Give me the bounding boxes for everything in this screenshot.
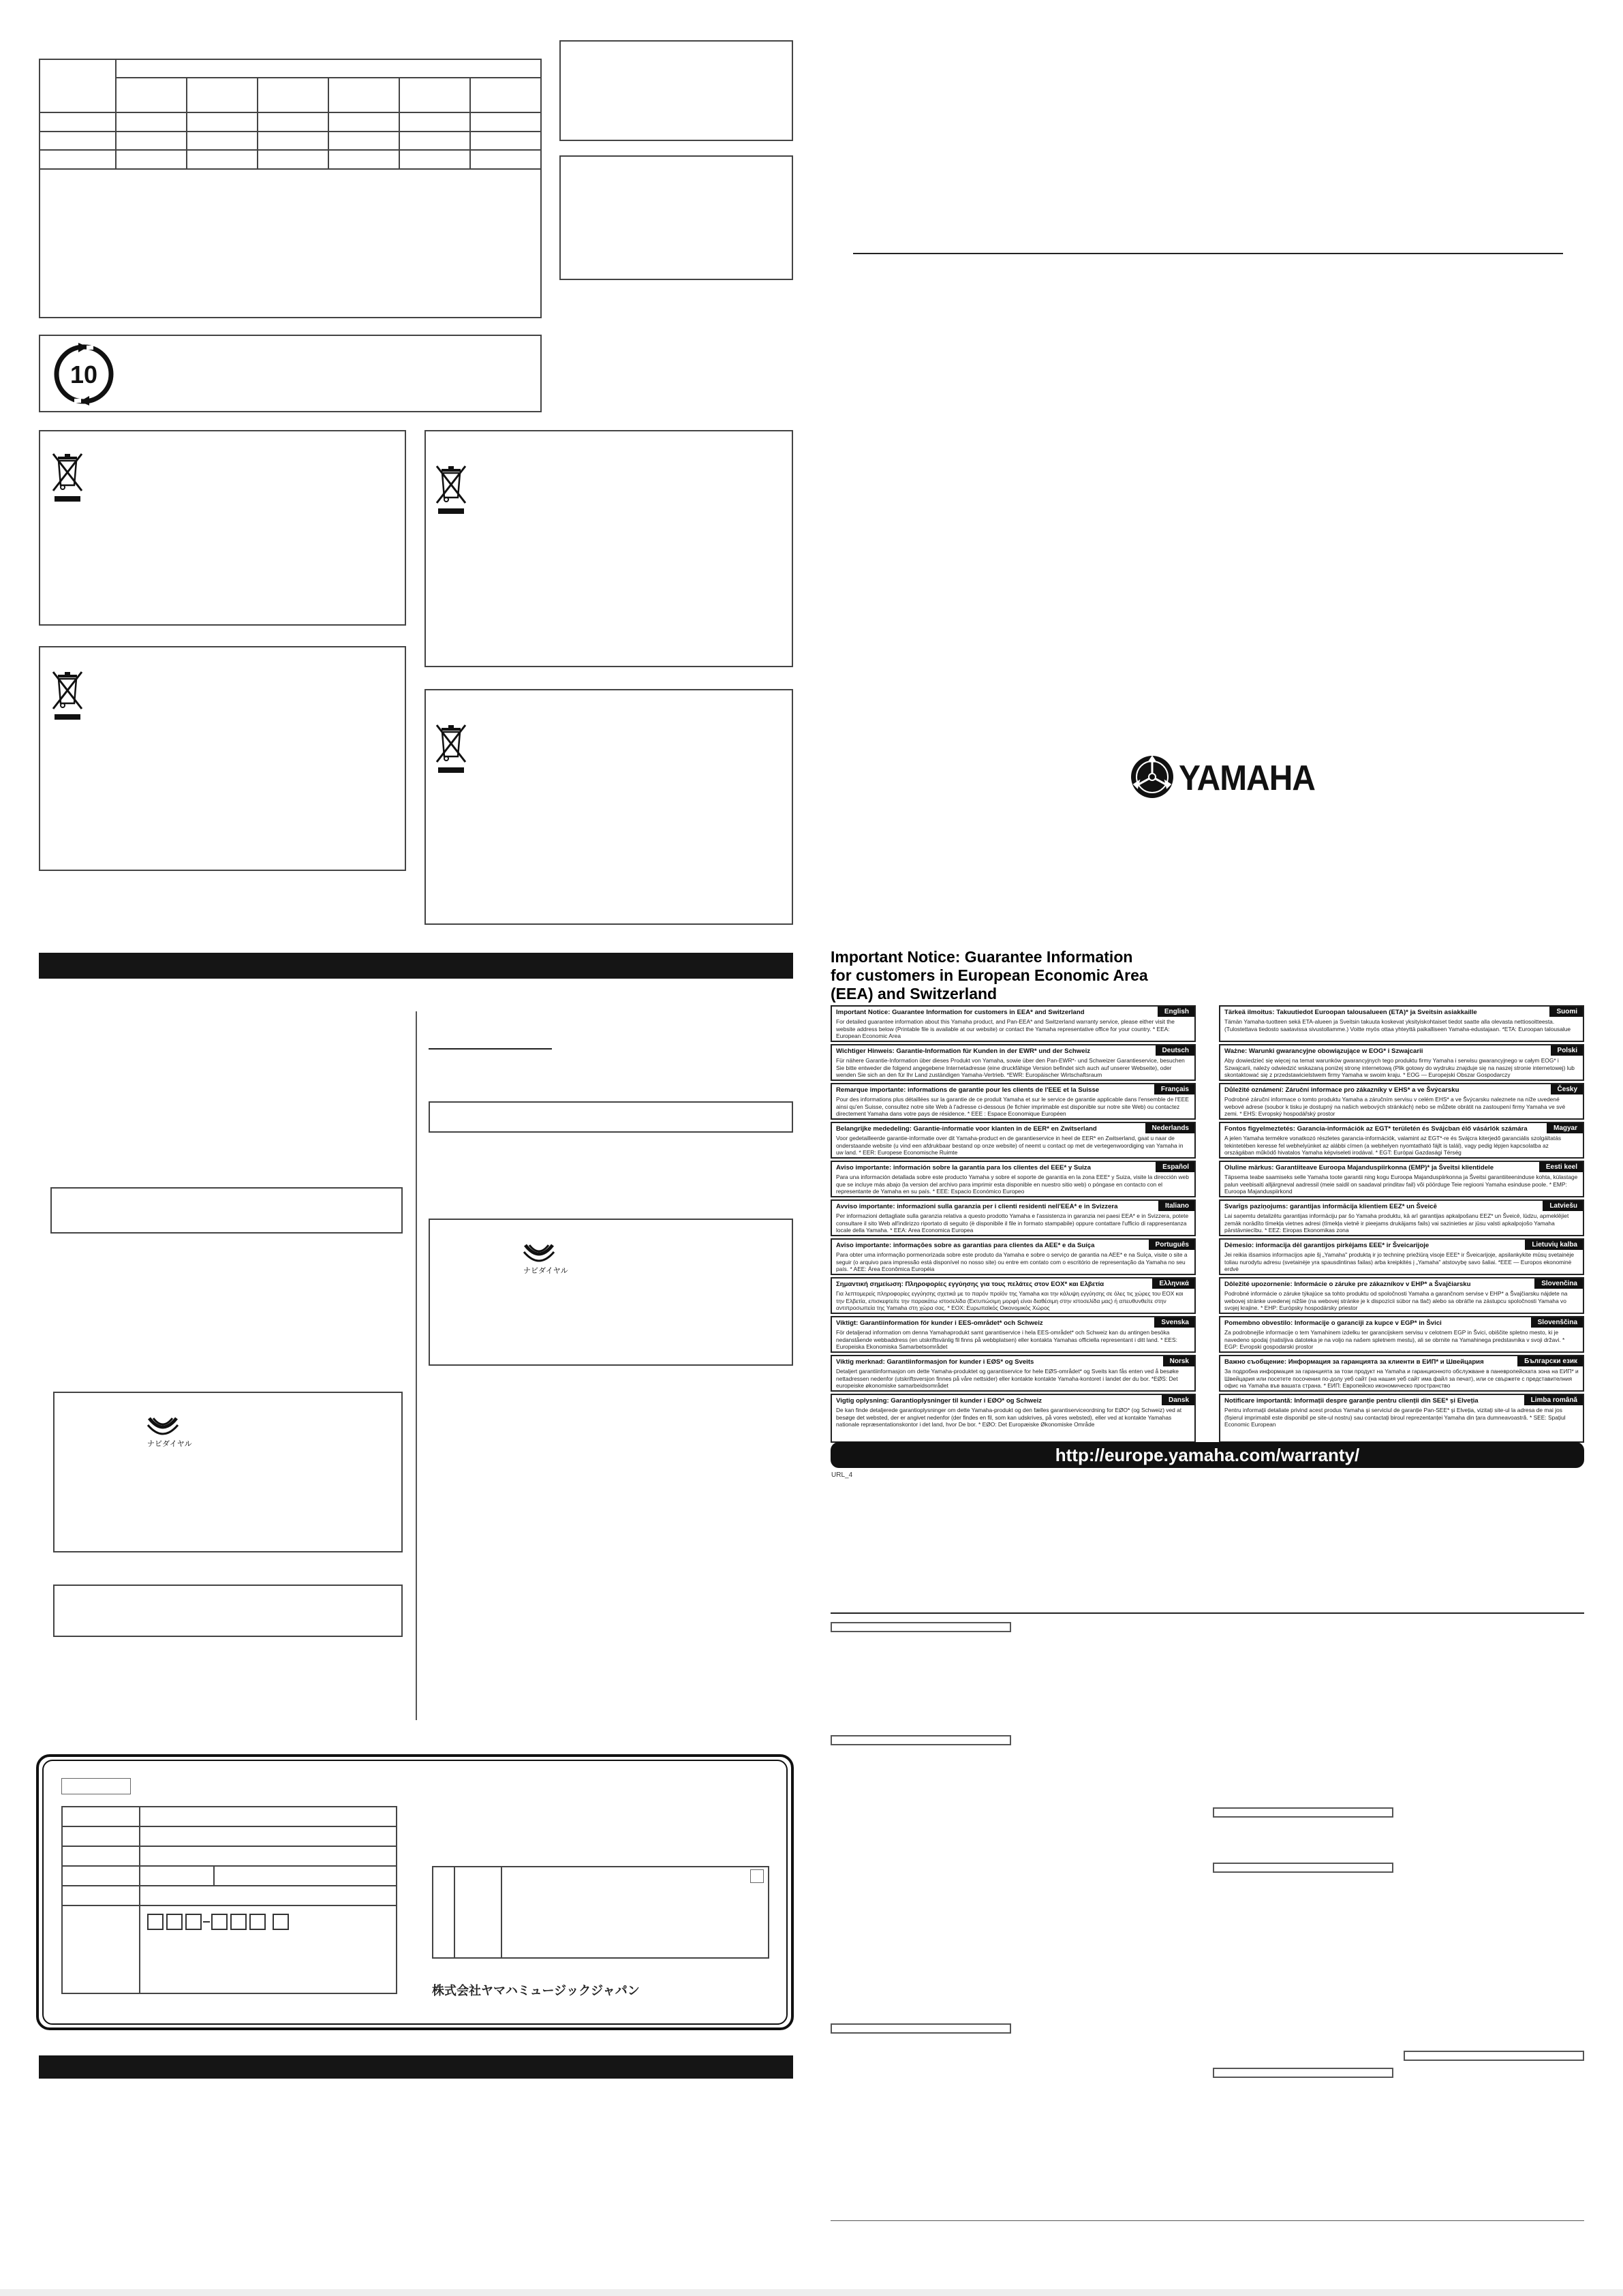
weee-bin-icon bbox=[50, 669, 84, 722]
notice-block-3 bbox=[1219, 1122, 1584, 1159]
label-box bbox=[1213, 1807, 1393, 1818]
label-box bbox=[1213, 1863, 1393, 1873]
section-rule bbox=[831, 1612, 1584, 1614]
notice-language-tag: Lietuvių kalba bbox=[1525, 1240, 1583, 1250]
yamaha-logo-text: YAMAHA bbox=[1179, 759, 1316, 798]
notice-body: Podrobné informácie o záruke týkajúce sa tohto produktu od spoločnosti Yamaha a garančnom servise v EHP* a Švajčiarsku nájdete na webovej stránke uvedenej nižšie (na webovej stránke je k dispozícii súbor na tlač) alebo sa obráťte na zástupcu spoločnosti Yamaha vo svojej krajine. * EHP: Európsky hospodársky priestor bbox=[1224, 1290, 1568, 1312]
notice-title: Fontos figyelmeztetés: Garancia-információk az EGT* területén és Svájcban élő vásárlók számára bbox=[1224, 1125, 1528, 1133]
notice-language-tag: Nederlands bbox=[1145, 1123, 1194, 1133]
notice-title: Dėmesio: informacija dėl garantijos pirkėjams EEE* ir Šveicarijoje bbox=[1224, 1242, 1429, 1249]
notice-block-9 bbox=[1219, 1355, 1584, 1392]
info-box-1 bbox=[559, 40, 793, 141]
dealer-checkbox[interactable] bbox=[750, 1869, 764, 1883]
label-box bbox=[1213, 2068, 1393, 2078]
notice-language-tag: Slovenčina bbox=[1534, 1279, 1583, 1289]
notice-body: Aby dowiedzieć się więcej na temat warunków gwarancyjnych tego produktu firmy Yamaha i serwisu gwarancyjnego w całym EOG* i Szwajcarii, należy odwiedzić wskazaną poniżej stronę internetową (Plik gotowy do wydruku znajduje się na naszej stronie internetowej) lub skontaktować się z przedstawicielstwem firmy Yamaha w swoim kraju. * EOG — Europejski Obszar Gospodarczy bbox=[1224, 1057, 1575, 1079]
postal-code-box[interactable] bbox=[147, 1914, 164, 1930]
notice-body: Täpsema teabe saamiseks selle Yamaha toote garantii ning kogu Euroopa Majanduspiirkonna ja Šveitsi garantiiteeninduse kohta, külastage palun veebisaiti alljärgneval aadressil (meie saidil on saadaval prinditav fail) või pöörduge Teie regiooni Yamaha esinduse poole. * EMP: Euroopa Majanduspiirkond bbox=[1224, 1174, 1578, 1195]
notice-language-tag: Magyar bbox=[1547, 1123, 1583, 1133]
notice-block-5 bbox=[1219, 1199, 1584, 1236]
postal-code-box[interactable] bbox=[211, 1914, 228, 1930]
epup-10-icon bbox=[51, 341, 117, 407]
notice-language-tag: Français bbox=[1154, 1084, 1194, 1095]
info-box-2 bbox=[559, 155, 793, 280]
weee-box-1 bbox=[39, 430, 406, 626]
eu-heading-line: for customers in European Economic Area bbox=[831, 966, 1148, 984]
company-name: 株式会社ヤマハミュージックジャパン bbox=[432, 1984, 640, 1998]
notice-language-tag: Български език bbox=[1517, 1356, 1583, 1366]
dealer-stamp-divider bbox=[454, 1866, 455, 1959]
notice-title: Важно съобщение: Информация за гаранцията за клиенти в ЕИП* и Швейцария bbox=[1224, 1358, 1484, 1366]
notice-block-3 bbox=[831, 1122, 1196, 1159]
notice-body: De kan finde detaljerede garantioplysninger om dette Yamaha-produkt og den fælles garantiserviceordning for EØO* (og Schweiz) ved at besøge det websted, der er angivet nedenfor (der findes en fil, som kan udskrives, på vores websted), eller ved at kontakte Yamahas nationale repræsentationskontor i det land, hvor De bor. * EØO: Det Europæiske Økonomiske Område bbox=[836, 1407, 1182, 1428]
notice-title: Belangrijke mededeling: Garantie-informatie voor klanten in de EER* en Zwitserland bbox=[836, 1125, 1097, 1133]
notice-body: Lai saņemtu detalizētu garantijas informāciju par šo Yamaha produktu, kā arī garantijas apkalpošanu EEZ* un Šveicē, lūdzu, apmeklējiet zemāk norādīto tīmekļa vietnes adresi (tīmekļa vietnē ir pieejams drukājams fails) vai sazinieties ar jūsu valsti apkalpojošo Yamaha pārstāvniecību. * EEZ: Eiropas Ekonomikas zona bbox=[1224, 1212, 1569, 1234]
dealer-stamp-divider bbox=[501, 1866, 502, 1959]
dealer-stamp-box bbox=[432, 1866, 769, 1959]
notice-body: För detaljerad information om denna Yamahaprodukt samt garantiservice i hela EES-området* och Schweiz kan du antingen besöka nedanstående webbaddress (en utskriftsvänlig fil finns på webbplatsen) eller kontakta Yamahas officiella representant i ditt land. * EES: Europeiska Ekonomiska Samarbetsområdet bbox=[836, 1329, 1177, 1351]
notice-language-tag: Dansk bbox=[1162, 1395, 1194, 1405]
notice-block-6 bbox=[1219, 1238, 1584, 1275]
notice-title: Viktig merknad: Garantiinformasjon for kunder i EØS* og Sveits bbox=[836, 1358, 1034, 1366]
postal-code-dash bbox=[203, 1921, 210, 1923]
notice-language-tag: Español bbox=[1156, 1162, 1194, 1172]
notice-block-9 bbox=[831, 1355, 1196, 1392]
contact-box-2 bbox=[53, 1585, 403, 1637]
warranty-url-link[interactable]: http://europe.yamaha.com/warranty/ bbox=[831, 1442, 1584, 1468]
postal-code-box[interactable] bbox=[249, 1914, 266, 1930]
notice-title: Remarque importante: informations de garantie pour les clients de l'EEE et la Suisse bbox=[836, 1086, 1100, 1094]
weee-bin-icon bbox=[434, 722, 468, 776]
label-box bbox=[831, 1735, 1011, 1745]
notice-title: Tärkeä ilmoitus: Takuutiedot Euroopan talousalueen (ETA)* ja Sveitsin asiakkaille bbox=[1224, 1009, 1477, 1016]
eu-notice-heading bbox=[831, 948, 1148, 1003]
notice-title: Important Notice: Guarantee Information for customers in EEA* and Switzerland bbox=[836, 1009, 1085, 1016]
notice-title: Aviso importante: informações sobre as garantias para clientes da AEE* e da Suíça bbox=[836, 1242, 1095, 1249]
notice-language-tag: Português bbox=[1149, 1240, 1194, 1250]
label-box bbox=[831, 2023, 1011, 2034]
postal-code-box[interactable] bbox=[273, 1914, 289, 1930]
url-code: URL_4 bbox=[831, 1471, 853, 1479]
notice-body: For detailed guarantee information about this Yamaha product, and Pan-EEA* and Switzerland warranty service, please either visit the website address below (Printable file is available at our website) or contact the Yamaha representative office for your country. * EEA: European Economic Area bbox=[836, 1018, 1175, 1040]
contact-box-1 bbox=[50, 1187, 403, 1234]
notice-language-tag: Eesti keel bbox=[1539, 1162, 1583, 1172]
bottom-rule bbox=[831, 2220, 1584, 2221]
notice-block-0 bbox=[1219, 1005, 1584, 1042]
notice-title: Pomembno obvestilo: Informacije o garanciji za kupce v EGP* in Švici bbox=[1224, 1319, 1442, 1327]
notice-title: Avviso importante: informazioni sulla garanzia per i clienti residenti nell'EEA* e in Svizzera bbox=[836, 1203, 1118, 1210]
notice-body: Pentru informații detaliate privind acest produs Yamaha și serviciul de garanție Pan-SEE* și Elveția, vizitați site-ul la adresa de mai jos (fișierul imprimabil este disponibil pe site-ul nostru) sau contactați biroul reprezentanței Yamaha din țara dumneavoastră. * SEE: Spațiul Economic European bbox=[1224, 1407, 1566, 1428]
notice-body: Per informazioni dettagliate sulla garanzia relativa a questo prodotto Yamaha e l'assistenza in garanzia nei paesi EEA* e in Svizzera, potete consultare il sito Web all'indirizzo riportato di seguito (è disponibile il file in formato stampabile) oppure contattare l'ufficio di rappresentanza locale della Yamaha. * EEA: Area Economica Europea bbox=[836, 1212, 1189, 1234]
notice-block-5 bbox=[831, 1199, 1196, 1236]
notice-body: Για λεπτομερείς πληροφορίες εγγύησης σχετικά με το παρόν προϊόν της Yamaha και την κάλυψη εγγύησης σε όλες τις χώρες του ΕΟΧ και την Ελβετία, επισκεφτείτε την παρακάτω ιστοσελίδα (Εκτυπώσιμη μορφή είναι διαθέσιμη στην ιστοσελίδα μας) ή απευθυνθείτε στην αντιπροσωπεία της Yamaha στη χώρα σας. * ΕΟΧ: Ευρωπαϊκός Οικονομικός Χώρος bbox=[836, 1290, 1184, 1312]
notice-language-tag: Slovenščina bbox=[1531, 1317, 1583, 1328]
notice-block-0 bbox=[831, 1005, 1196, 1042]
notice-block-4 bbox=[1219, 1161, 1584, 1197]
notice-body: A jelen Yamaha termékre vonatkozó részletes garancia-információk, valamint az EGT*-re és Svájcra kiterjedő garanciális szolgáltatás tekintetében keresse fel webhelyünket az alábbi címen (a webhelyen nyomtatható fájlt is talál), vagy pedig lépjen kapcsolatba az országában működő hivatalos Yamaha képviseleti irodával. * EGT: Európai Gazdasági Térség bbox=[1224, 1135, 1562, 1157]
notice-block-4 bbox=[831, 1161, 1196, 1197]
postal-code-box[interactable] bbox=[185, 1914, 202, 1930]
notice-block-2 bbox=[831, 1083, 1196, 1120]
notice-body: Für nähere Garantie-Information über dieses Produkt von Yamaha, sowie über den Pan-EWR*- und Schweizer Garantieservice, besuchen Sie bitte entweder die folgend angegebene Internetadresse (eine druckfähige Version befindet sich auch auf unserer Webseite), oder wenden Sie sich an den für Ihr Land zuständigen Yamaha-Vertrieb. *EWR: Europäischer Wirtschaftsraum bbox=[836, 1057, 1185, 1079]
notice-language-tag: Česky bbox=[1551, 1084, 1583, 1095]
epup-years-label: 10 bbox=[69, 361, 98, 388]
navi-dial-label: ナビダイヤル bbox=[523, 1266, 568, 1275]
contact-box-3 bbox=[429, 1101, 793, 1133]
notice-block-7 bbox=[831, 1277, 1196, 1314]
notice-language-tag: Svenska bbox=[1154, 1317, 1194, 1328]
notice-title: Důležité oznámení: Záruční informace pro zákazníky v EHS* a ve Švýcarsku bbox=[1224, 1086, 1459, 1094]
notice-title: Ważne: Warunki gwarancyjne obowiązujące w EOG* i Szwajcarii bbox=[1224, 1047, 1423, 1055]
notice-block-10 bbox=[1219, 1394, 1584, 1443]
label-box bbox=[831, 1622, 1011, 1632]
column-divider bbox=[416, 1011, 417, 1720]
notice-title: Wichtiger Hinweis: Garantie-Information für Kunden in der EWR* und der Schweiz bbox=[836, 1047, 1091, 1055]
notice-title: Viktigt: Garantiinformation för kunder i EES-området* och Schweiz bbox=[836, 1319, 1043, 1327]
navi-dial-box-1 bbox=[53, 1392, 403, 1552]
notice-body: Jei reikia išsamios informacijos apie šį „Yamaha" produktą ir jo techninę priežiūrą visoje EEE* ir Šveicarijoje, apsilankykite mūsų svetainėje toliau nurodytu adresu (svetainėje yra spausdintinas failas) arba kreipkitės į „Yamaha" atstovybę savo šaliai. *EEE — Europos ekonominė erdvė bbox=[1224, 1251, 1574, 1273]
notice-title: Notificare importantă: Informații despre garanție pentru clienții din SEE* și Elveția bbox=[1224, 1397, 1479, 1405]
postal-code-box[interactable] bbox=[166, 1914, 183, 1930]
notice-language-tag: Polski bbox=[1551, 1045, 1583, 1056]
notice-language-tag: English bbox=[1158, 1007, 1194, 1017]
notice-block-10 bbox=[831, 1394, 1196, 1443]
divider-line bbox=[429, 1048, 552, 1050]
notice-body: Para obter uma informação pormenorizada sobre este produto da Yamaha e sobre o serviço de garantia na AEE* e na Suíça, visite o site a seguir (o arquivo para impressão está disponível no nosso site) ou entre em contato com o escritório de representação da Yamaha no seu país. * AEE: Área Econômica Européia bbox=[836, 1251, 1188, 1273]
navi-dial-label: ナビダイヤル bbox=[147, 1439, 192, 1448]
notice-block-6 bbox=[831, 1238, 1196, 1275]
weee-box-4 bbox=[424, 689, 793, 925]
hazardous-substances-table bbox=[39, 59, 542, 170]
warranty-card-tag bbox=[61, 1778, 131, 1794]
yamaha-emblem-icon bbox=[1130, 754, 1175, 799]
table-notes-box bbox=[39, 169, 542, 318]
notice-block-2 bbox=[1219, 1083, 1584, 1120]
notice-language-tag: Limba română bbox=[1524, 1395, 1583, 1405]
notice-language-tag: Suomi bbox=[1549, 1007, 1583, 1017]
notice-body: Podrobné záruční informace o tomto produktu Yamaha a záručním servisu v celém EHS* a ve Švýcarsku naleznete na níže uvedené webové adrese (soubor k tisku je dostupný na našich webových stránkách) nebo se můžete obrátit na zastoupení firmy Yamaha ve své zemi. * EHS: Evropský hospodářský prostor bbox=[1224, 1096, 1566, 1118]
weee-bin-icon bbox=[50, 451, 84, 504]
section-footer-bar bbox=[39, 2055, 793, 2079]
warranty-card-form bbox=[61, 1806, 397, 1994]
notice-language-tag: Norsk bbox=[1163, 1356, 1194, 1366]
notice-language-tag: Italiano bbox=[1158, 1201, 1194, 1211]
section-header-bar bbox=[39, 953, 793, 979]
weee-box-2 bbox=[424, 430, 793, 667]
notice-title: Vigtig oplysning: Garantioplysninger til kunder i EØO* og Schweiz bbox=[836, 1397, 1042, 1405]
weee-bin-icon bbox=[434, 463, 468, 517]
notice-body: Para una información detallada sobre este producto Yamaha y sobre el soporte de garantía en la zona EEE* y Suiza, visite la dirección web que se incluye más abajo (la version del archivo para imprimir esta disponible en nuestro sitio web) o póngase en contacto con el representante de Yamaha en su país. * EEE: Espacio Económico Europeo bbox=[836, 1174, 1189, 1195]
notice-title: Oluline märkus: Garantiiteave Euroopa Majanduspiirkonna (EMP)* ja Šveitsi klientidele bbox=[1224, 1164, 1494, 1172]
navi-dial-box-2 bbox=[429, 1219, 793, 1366]
notice-block-7 bbox=[1219, 1277, 1584, 1314]
notice-language-tag: Latviešu bbox=[1543, 1201, 1583, 1211]
notice-title: Aviso importante: información sobre la garantía para los clientes del EEE* y Suiza bbox=[836, 1164, 1091, 1172]
notice-language-tag: Deutsch bbox=[1156, 1045, 1194, 1056]
label-box bbox=[1404, 2051, 1584, 2061]
weee-box-3 bbox=[39, 646, 406, 871]
notice-body: Za podrobnejše informacije o tem Yamahinem izdelku ter garancijskem servisu v celotnem EGP in Švici, obiščite spletno mesto, ki je navedeno spodaj (natisljiva datoteka je na voljo na našem spletnem mestu), ali se obrnite na Yamahinega predstavnika v svoji državi. * EGP: Evropski gospodarski prostor bbox=[1224, 1329, 1565, 1351]
notice-body: Tämän Yamaha-tuotteen sekä ETA-alueen ja Sveitsin takuuta koskevat yksityiskohtaiset tiedot saatte alla olevasta nettiosoitteesta. (Tulostettava tiedosto saatavissa sivustollamme.) Voitte myös ottaa yhteyttä paikalliseen Yamaha-edustajaan. *ETA: Euroopan talousalue bbox=[1224, 1018, 1571, 1032]
notice-body: За подробна информация за гаранцията за този продукт на Yamaha и гаранционното обслужване в паневропейската зона на ЕИП* и Швейцария или посетете посочения по-долу уеб сайт (на нашия уеб сайт има файл за печат), или се свържете с представителния офис на Yamaha във вашата страна. * ЕИП: Европейско икономическо пространство bbox=[1224, 1368, 1579, 1390]
notice-block-8 bbox=[1219, 1316, 1584, 1353]
notice-block-1 bbox=[831, 1044, 1196, 1081]
eu-heading-line: (EEA) and Switzerland bbox=[831, 985, 998, 1002]
notice-body: Pour des informations plus détaillées sur la garantie de ce produit Yamaha et sur le service de garantie applicable dans l'ensemble de l'EEE ainsi qu'en Suisse, consultez notre site Web à l'adresse ci-dessous (le fichier imprimable est disponible sur notre site Web) ou contactez directement Yamaha dans votre pays de résidence. * EEE : Espace Economique Européen bbox=[836, 1096, 1189, 1118]
notice-body: Detaljert garantiinformasjon om dette Yamaha-produktet og garantiservice for hele EØS-området* og Sveits kan fås enten ved å besøke nettadressen nedenfor (utskriftsversjon finnes på våre nettsider) eller kontakte kontakte Yamaha-kontoret i landet der du bor. *EØS: Det europeiske økonomiske samarbeidsområdet bbox=[836, 1368, 1179, 1390]
notice-block-8 bbox=[831, 1316, 1196, 1353]
notice-block-1 bbox=[1219, 1044, 1584, 1081]
notice-body: Voor gedetailleerde garantie-informatie over dit Yamaha-product en de garantieservice in heel de EER* en Zwitserland, gaat u naar de onderstaande website (u vind een afdrukbaar bestand op onze website) of neemt u contact op met de vertegenwoordiging van Yamaha in uw land. * EER: Europese Economische Ruimte bbox=[836, 1135, 1184, 1157]
page-bottom-band bbox=[0, 2289, 1623, 2296]
notice-title: Dôležité upozornenie: Informácie o záruke pre zákazníkov v EHP* a Švajčiarsku bbox=[1224, 1281, 1471, 1288]
postal-code-box[interactable] bbox=[230, 1914, 247, 1930]
top-rule bbox=[853, 253, 1563, 254]
notice-title: Svarīgs paziņojums: garantijas informācija klientiem EEZ* un Šveicē bbox=[1224, 1203, 1437, 1210]
notice-title: Σημαντική σημείωση: Πληροφορίες εγγύησης για τους πελάτες στον ΕΟΧ* και Ελβετία bbox=[836, 1281, 1104, 1288]
eu-heading-line: Important Notice: Guarantee Information bbox=[831, 948, 1133, 966]
notice-language-tag: Ελληνικά bbox=[1152, 1279, 1194, 1289]
